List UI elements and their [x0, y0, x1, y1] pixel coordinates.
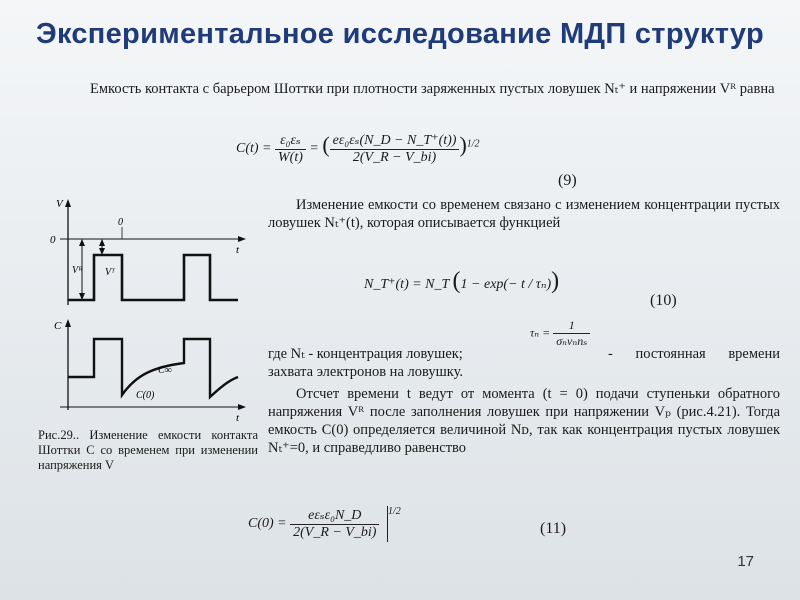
vf-label: Vᵀ: [105, 267, 115, 278]
page-number: 17: [737, 553, 754, 570]
time-constant-text: - постоянная времени захвата электронов на ловушку.: [268, 346, 780, 380]
c-axis-label: C: [54, 320, 62, 332]
c-infinity-label: C∞: [158, 365, 172, 376]
t-axis-label-upper: t: [236, 244, 240, 256]
tau-formula: τₙ = $\frac{1}{\text{σₙvₙnₛ}}$: [530, 318, 590, 349]
paragraph-time-reference: Отсчет времени t ведут от момента (t = 0) подачи ступеньки обратного напряжения Vᴿ после заполнения ловушек при напряжении Vₚ (рис.4.21). Тогда емкость C(0) определяется величиной Nᴅ, так как концентрация пустых ловушек Nₜ⁺=0, и справедливо равенство: [268, 386, 780, 456]
equation-9-number: (9): [558, 172, 577, 189]
equation-11: C(0) = $\frac{\text{eεₛε₀N\_D}}{2(V\_R - V\_bi)}$ $^{1/2}$: [248, 506, 401, 540]
t-axis-label-lower: t: [236, 412, 240, 424]
v-axis-label: V: [56, 198, 63, 210]
paragraph-capacitance-change: Изменение емкости со временем связано с изменением концентрации пустых ловушек Nₜ⁺(t), которая описывается функцией: [268, 197, 780, 231]
c-zero-label: C(0): [136, 390, 155, 401]
slide-title: Экспериментальное исследование МДП структур: [36, 18, 764, 50]
capacitance-curve: [68, 339, 238, 397]
zero-label: 0: [50, 234, 56, 246]
vr-label: Vᴿ: [72, 265, 83, 276]
intro-paragraph: Емкость контакта с барьером Шоттки при плотности заряженных пустых ловушек Nₜ⁺ и напряжении Vᴿ равна: [90, 81, 775, 97]
figure-caption: Рис.29.. Изменение емкости контакта Шоттки C со временем при изменении напряжения V: [38, 428, 258, 472]
equation-10-number: (10): [650, 292, 677, 309]
voltage-capacitance-figure: [38, 195, 268, 425]
voltage-pulse-waveform: [68, 255, 238, 300]
equation-11-number: (11): [540, 520, 567, 537]
equation-9: C(t) = $\frac{\text{ε₀εₛ}}{W(t)}$ = ( $\frac{\text{eε₀εₛ(N\_D − N\_T⁺(t))}}{2(V\_R - V\_bi)}$ )$^{1/2}$: [236, 132, 480, 165]
zero-mark: 0: [118, 217, 123, 228]
equation-10: N_T⁺(t) = N_T (1 − exp(− t / τₙ)): [364, 268, 560, 294]
trap-concentration-text: где Nₜ - концентрация ловушек;: [268, 346, 463, 362]
